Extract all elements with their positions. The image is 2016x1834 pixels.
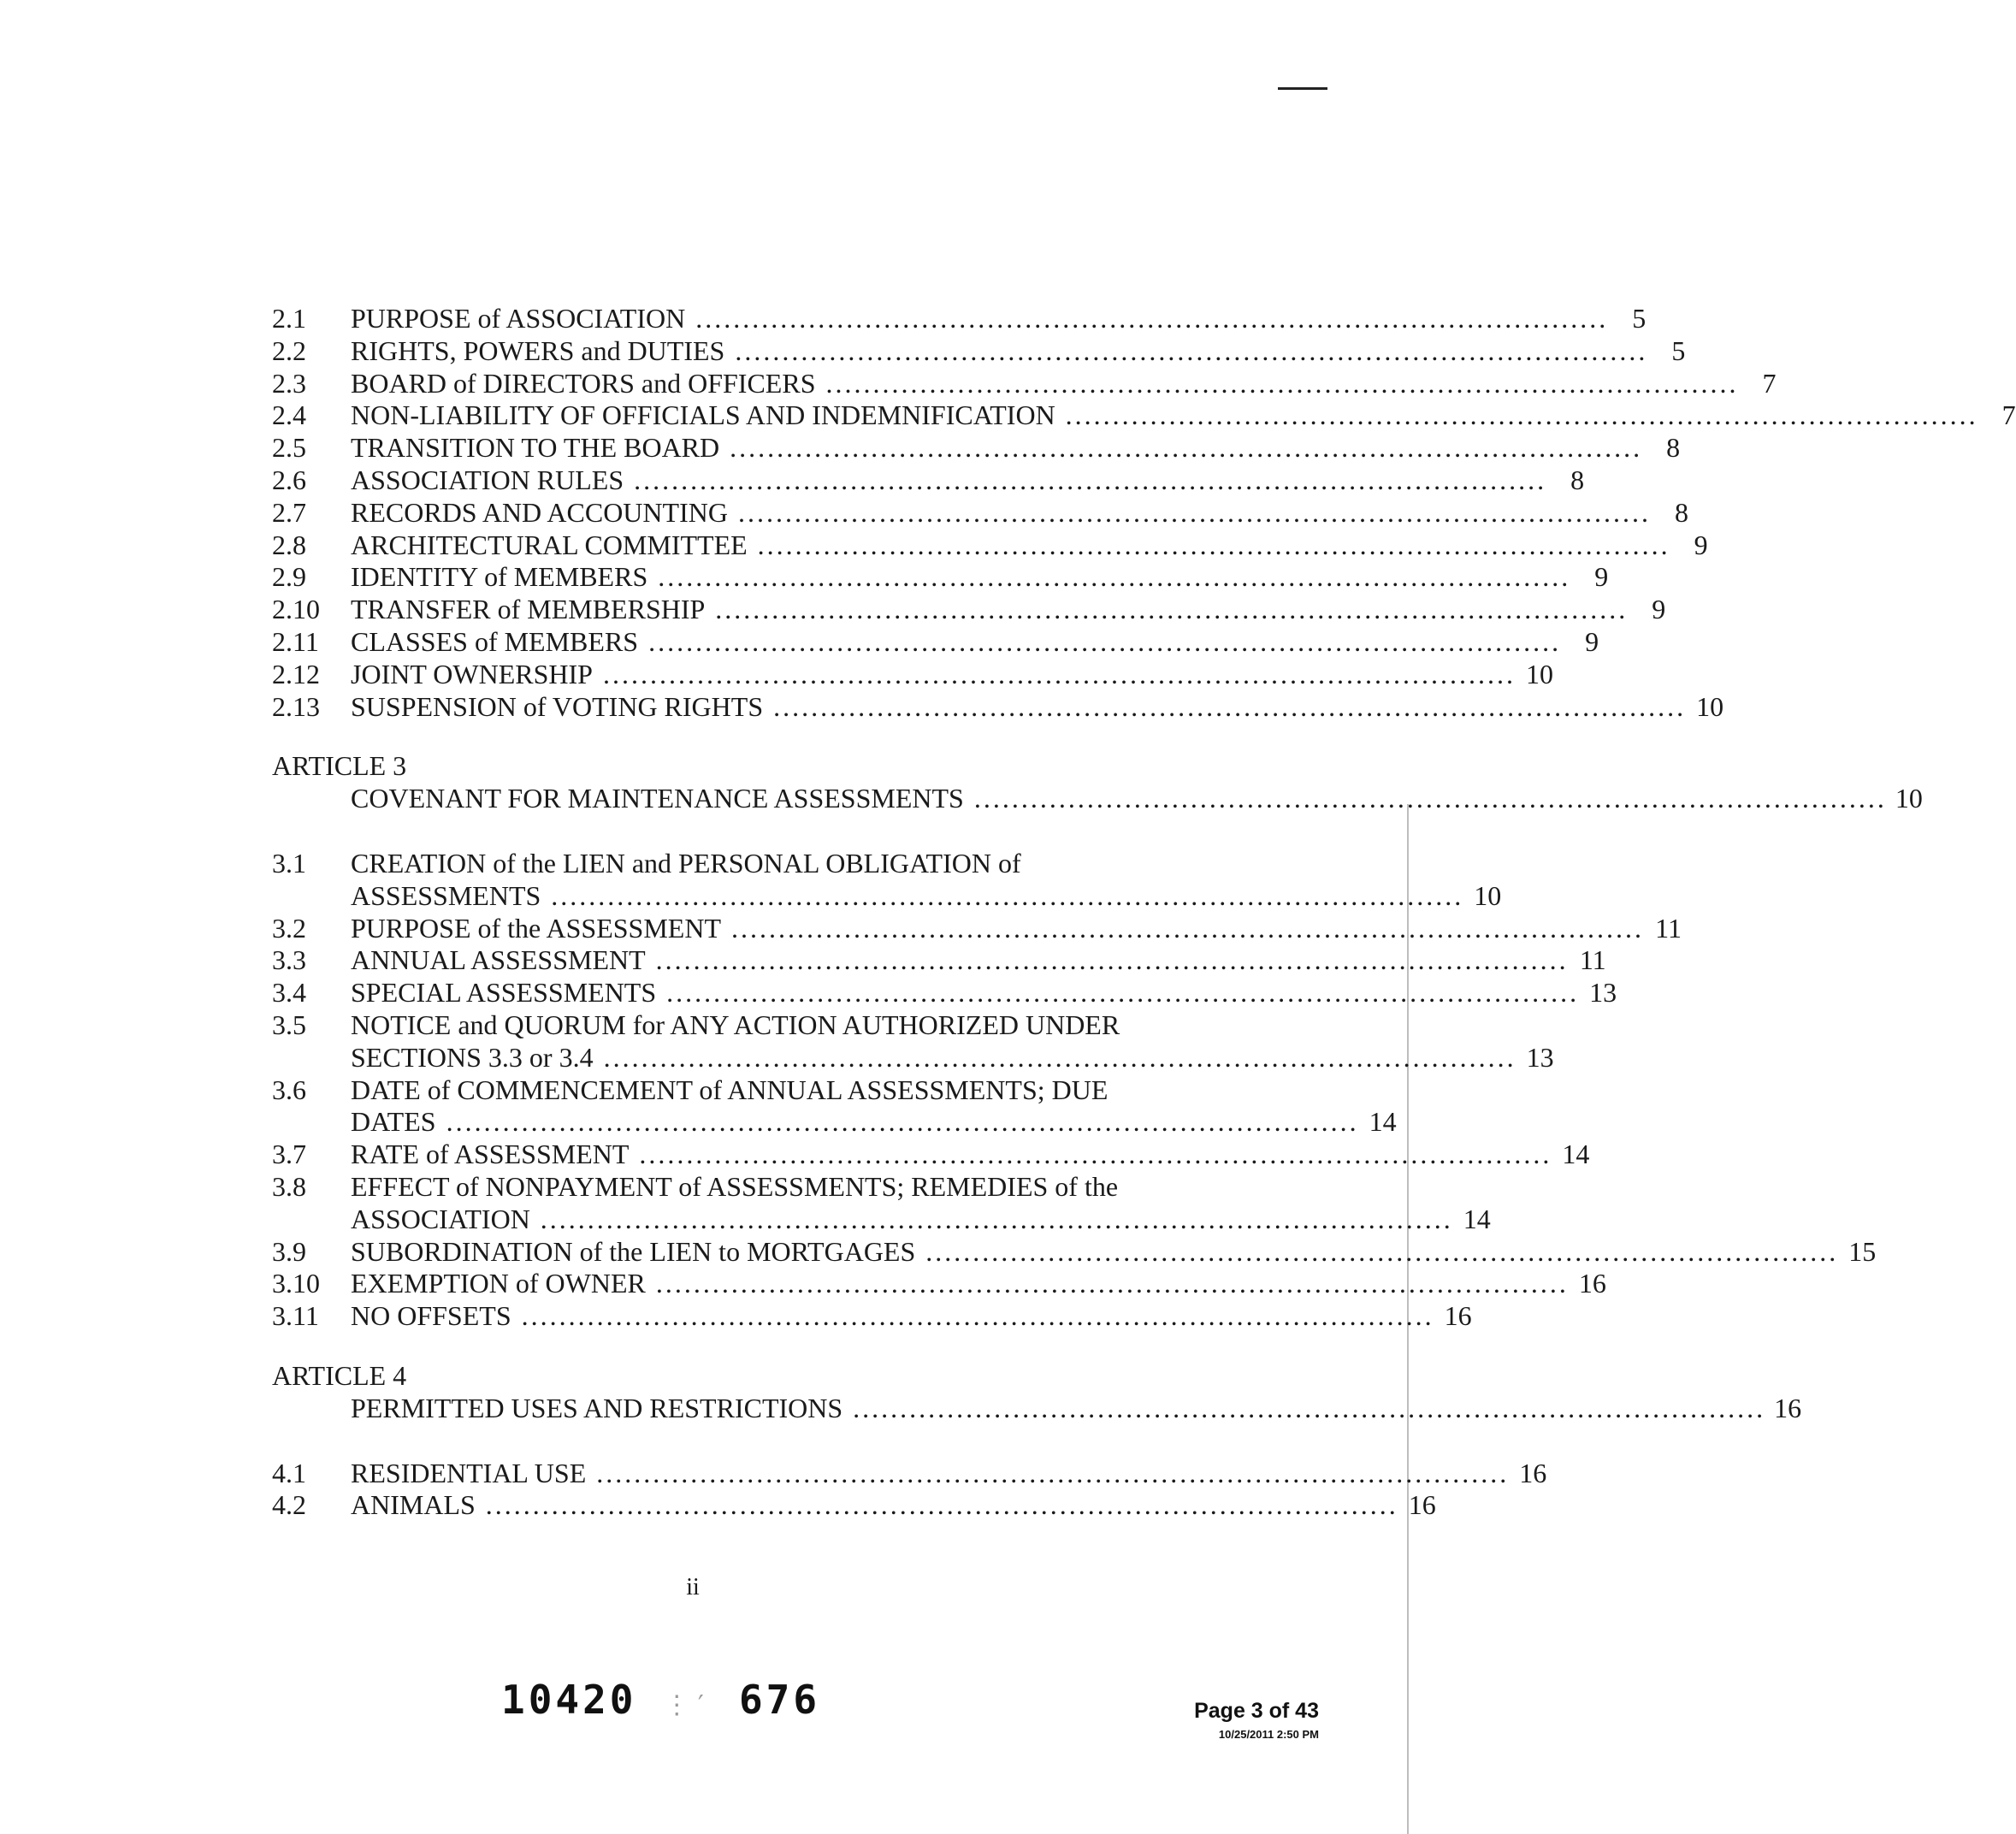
dot-leader: ................................................................................................. (634, 464, 1547, 495)
entry-title: ANIMALS (351, 1489, 476, 1521)
print-timestamp: 10/25/2011 2:50 PM (1218, 1728, 1319, 1741)
stamp-separator: ⋮′ (664, 1690, 712, 1720)
entry-page: 9 (1594, 561, 1609, 593)
entry-number: 2.10 (272, 594, 320, 625)
dot-leader: ................................................................................................. (521, 1300, 1434, 1332)
toc-entry (272, 367, 1777, 400)
entry-title: JOINT OWNERSHIP (351, 658, 593, 689)
dot-leader: ................................................................................................. (757, 529, 1670, 560)
entry-number: 2.9 (272, 561, 306, 593)
entry-page: 11 (1579, 944, 1606, 976)
entry-number: 3.10 (272, 1268, 320, 1299)
entry-page: 8 (1674, 496, 1688, 528)
entry-title: NON-LIABILITY OF OFFICIALS AND INDEMNIFICATION (351, 399, 1055, 431)
toc-entry (272, 658, 1553, 691)
recording-stamp (501, 1677, 820, 1723)
entry-title: PURPOSE of the ASSESSMENT (351, 912, 721, 944)
entry-title-continued: ASSESSMENTS (351, 879, 541, 911)
dot-leader: ................................................................................................. (853, 1392, 1766, 1423)
toc-entry (272, 464, 1585, 497)
toc-entry (272, 1457, 1547, 1490)
dot-leader: ................................................................................................. (695, 303, 1609, 334)
toc-entry (272, 912, 1682, 945)
dot-leader: ................................................................................................. (648, 625, 1562, 657)
entry-title: CLASSES of MEMBERS (351, 625, 639, 657)
entry-page: 14 (1463, 1203, 1491, 1234)
entry-page: 15 (1848, 1235, 1877, 1267)
entry-page: 16 (1578, 1268, 1606, 1299)
dot-leader: ................................................................................................. (551, 879, 1464, 911)
dot-leader: ................................................................................................. (730, 912, 1644, 944)
entry-number: 4.2 (272, 1489, 306, 1521)
toc-entry (272, 944, 1606, 977)
dot-leader: ................................................................................................. (715, 594, 1629, 625)
entry-page: 7 (2001, 399, 2016, 431)
entry-page: 9 (1585, 625, 1599, 657)
entry-number: 2.1 (272, 303, 306, 334)
entry-number: 3.5 (272, 1009, 306, 1040)
entry-title-continued: ASSOCIATION (351, 1203, 530, 1234)
article-4-heading: ARTICLE 4 (272, 1359, 407, 1391)
entry-page: 10 (1696, 690, 1724, 722)
dot-leader: ................................................................................................. (602, 658, 1516, 689)
dot-leader: ................................................................................................. (735, 334, 1648, 366)
section-4-list (272, 1457, 1547, 1523)
toc-entry (272, 1009, 1197, 1042)
entry-number: 2.2 (272, 334, 306, 366)
entry-title: TRANSITION TO THE BOARD (351, 432, 720, 464)
entry-title: PURPOSE of ASSOCIATION (351, 303, 686, 334)
entry-page: 16 (1444, 1300, 1472, 1332)
top-rule (1278, 87, 1327, 90)
toc-entry (272, 1489, 1436, 1522)
dot-leader: ................................................................................................. (639, 1139, 1552, 1170)
entry-title: RECORDS AND ACCOUNTING (351, 496, 728, 528)
toc-entry (272, 594, 1666, 626)
entry-number: 3.7 (272, 1139, 306, 1170)
entry-page: 9 (1652, 594, 1666, 625)
entry-number: 3.11 (272, 1300, 319, 1332)
entry-title: DATE of COMMENCEMENT of ANNUAL ASSESSMENTS; DUE (351, 1074, 1109, 1105)
toc-entry (272, 496, 1688, 529)
toc-entry (272, 432, 1681, 464)
toc-entry (272, 399, 2016, 432)
toc-entry (272, 529, 1708, 562)
entry-page: 16 (1519, 1457, 1547, 1488)
entry-page: 13 (1526, 1041, 1554, 1073)
entry-number: 3.3 (272, 944, 306, 976)
page-number-roman: ii (686, 1574, 700, 1600)
entry-title: NO OFFSETS (351, 1300, 511, 1332)
entry-number: 2.11 (272, 625, 319, 657)
dot-leader: ................................................................................................. (540, 1203, 1453, 1234)
stamp-book-number: 10420 (501, 1677, 637, 1723)
toc-entry (272, 1074, 1197, 1107)
entry-page: 14 (1562, 1139, 1590, 1170)
dot-leader: ................................................................................................. (825, 367, 1739, 399)
dot-leader: ................................................................................................. (1065, 399, 1978, 431)
entry-title: SUSPENSION of VOTING RIGHTS (351, 690, 764, 722)
entry-page: 8 (1570, 464, 1585, 495)
toc-entry (272, 690, 1724, 724)
dot-leader: ................................................................................................. (603, 1041, 1516, 1073)
entry-number: 2.7 (272, 496, 306, 528)
dot-leader: ................................................................................................. (737, 496, 1651, 528)
toc-entry (272, 303, 1646, 335)
toc-entry (272, 334, 1686, 368)
entry-page: 10 (1525, 658, 1553, 689)
dot-leader: ................................................................................................. (658, 561, 1571, 593)
article-3-title-row (272, 783, 1923, 815)
entry-number: 3.6 (272, 1074, 306, 1105)
entry-title: IDENTITY of MEMBERS (351, 561, 648, 593)
dot-leader: ................................................................................................. (925, 1235, 1839, 1267)
entry-title: CREATION of the LIEN and PERSONAL OBLIGATION of (351, 847, 1021, 879)
article-4-title: PERMITTED USES AND RESTRICTIONS (351, 1392, 843, 1423)
entry-number: 2.8 (272, 529, 306, 560)
entry-number: 2.13 (272, 690, 320, 722)
section-2-list (272, 303, 2016, 723)
toc-entry-continuation (272, 1106, 1397, 1139)
toc-entry (272, 1300, 1472, 1333)
toc-entry (272, 1235, 1877, 1269)
toc-entry (272, 625, 1599, 659)
entry-title: ASSOCIATION RULES (351, 464, 624, 495)
toc-entry (272, 1171, 1197, 1204)
entry-number: 2.12 (272, 658, 320, 689)
dot-leader: ................................................................................................. (973, 783, 1887, 814)
article-4-page: 16 (1774, 1392, 1802, 1423)
entry-number: 3.9 (272, 1235, 306, 1267)
entry-title: ARCHITECTURAL COMMITTEE (351, 529, 748, 560)
entry-title: ANNUAL ASSESSMENT (351, 944, 646, 976)
entry-number: 2.3 (272, 367, 306, 399)
article-3-heading: ARTICLE 3 (272, 750, 407, 782)
entry-number: 2.6 (272, 464, 306, 495)
toc-entry-continuation (272, 1203, 1491, 1236)
entry-page: 5 (1671, 334, 1686, 366)
entry-title-continued: SECTIONS 3.3 or 3.4 (351, 1041, 594, 1073)
entry-number: 2.4 (272, 399, 306, 431)
article-3-page: 10 (1895, 783, 1923, 814)
dot-leader: ................................................................................................. (730, 432, 1643, 464)
entry-page: 16 (1408, 1489, 1436, 1521)
toc-entry (272, 977, 1617, 1009)
entry-page: 11 (1655, 912, 1682, 944)
entry-number: 3.2 (272, 912, 306, 944)
toc-entry (272, 848, 1197, 880)
dot-leader: ................................................................................................. (446, 1106, 1359, 1138)
article-4-title-row (272, 1392, 1802, 1425)
entry-title: SUBORDINATION of the LIEN to MORTGAGES (351, 1235, 916, 1267)
entry-title: SPECIAL ASSESSMENTS (351, 977, 657, 1009)
entry-page: 14 (1369, 1106, 1397, 1138)
entry-number: 2.5 (272, 432, 306, 464)
dot-leader: ................................................................................................. (655, 1268, 1569, 1299)
entry-title: NOTICE and QUORUM for ANY ACTION AUTHORIZED UNDER (351, 1009, 1120, 1040)
entry-title: RATE of ASSESSMENT (351, 1139, 630, 1170)
entry-title: EXEMPTION of OWNER (351, 1268, 646, 1299)
page-count: Page 3 of 43 (1194, 1699, 1319, 1723)
entry-title: RESIDENTIAL USE (351, 1457, 587, 1488)
dot-leader: ................................................................................................. (485, 1489, 1398, 1521)
table-of-contents (272, 303, 2016, 1522)
dot-leader: ................................................................................................. (666, 977, 1580, 1009)
toc-entry-continuation (272, 879, 1502, 913)
entry-page: 8 (1666, 432, 1681, 464)
entry-title: TRANSFER of MEMBERSHIP (351, 594, 706, 625)
entry-number: 3.1 (272, 847, 306, 879)
entry-page: 9 (1694, 529, 1708, 560)
toc-entry (272, 1268, 1606, 1300)
toc-entry (272, 1139, 1590, 1171)
article-3-title: COVENANT FOR MAINTENANCE ASSESSMENTS (351, 783, 964, 814)
toc-entry-continuation (272, 1041, 1554, 1074)
entry-number: 3.8 (272, 1170, 306, 1202)
entry-page: 13 (1589, 977, 1617, 1009)
entry-page: 5 (1632, 303, 1646, 334)
toc-entry (272, 561, 1609, 594)
entry-number: 3.4 (272, 977, 306, 1009)
dot-leader: ................................................................................................. (596, 1457, 1510, 1488)
entry-title: BOARD of DIRECTORS and OFFICERS (351, 367, 816, 399)
dot-leader: ................................................................................................. (773, 690, 1687, 722)
entry-page: 7 (1762, 367, 1777, 399)
entry-page: 10 (1474, 879, 1502, 911)
entry-title: RIGHTS, POWERS and DUTIES (351, 334, 725, 366)
entry-title: EFFECT of NONPAYMENT of ASSESSMENTS; REMEDIES of the (351, 1170, 1119, 1202)
stamp-page-number: 676 (738, 1677, 821, 1723)
entry-number: 4.1 (272, 1457, 306, 1488)
dot-leader: ................................................................................................. (655, 944, 1569, 976)
entry-title-continued: DATES (351, 1106, 436, 1138)
